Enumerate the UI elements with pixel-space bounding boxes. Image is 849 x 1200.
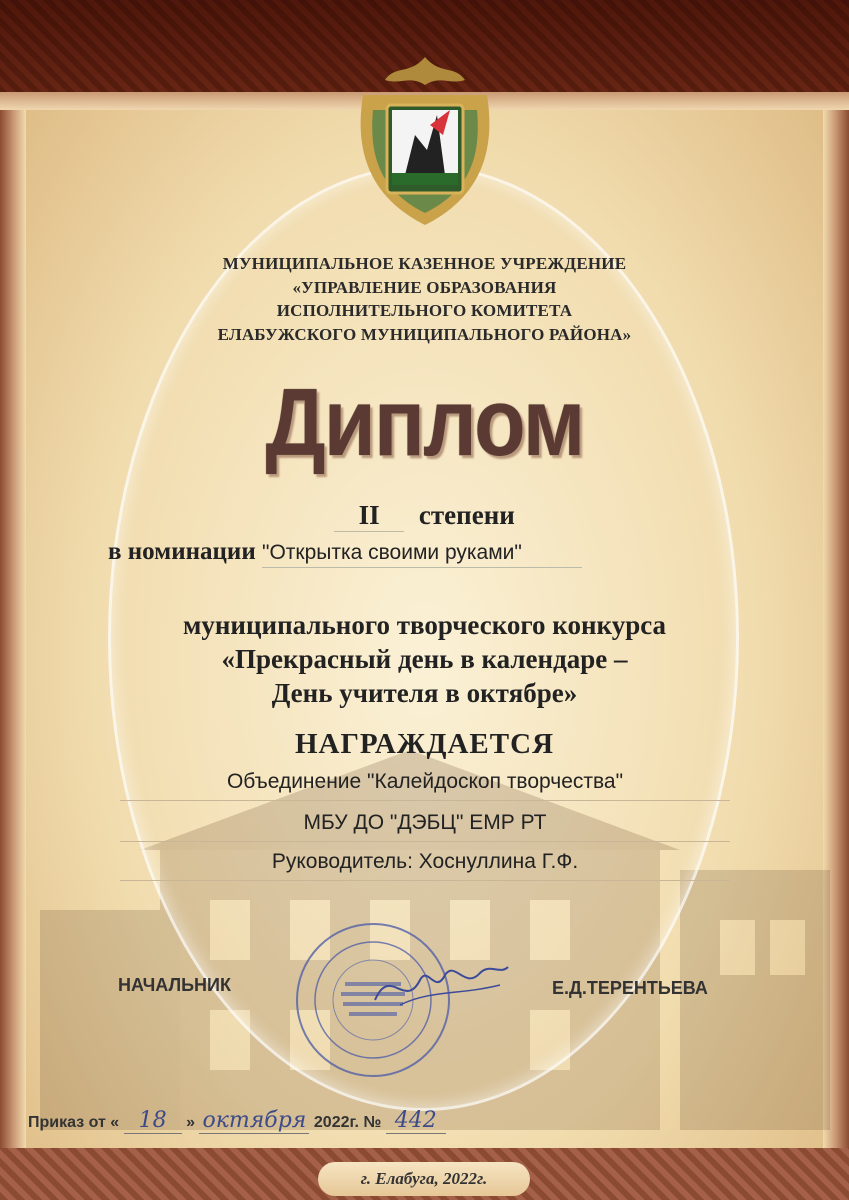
header-line: ЕЛАБУЖСКОГО МУНИЦИПАЛЬНОГО РАЙОНА» — [217, 324, 632, 344]
degree-line — [0, 500, 849, 532]
recipient-leader: Руководитель: Хоснуллина Г.Ф. — [120, 850, 730, 881]
recipient-organization: МБУ ДО "ДЭБЦ" ЕМР РТ — [120, 811, 730, 842]
contest-line: муниципального творческого конкурса — [182, 610, 667, 640]
order-quote: » — [186, 1114, 195, 1131]
contest-line: «Прекрасный день в календаре – — [221, 644, 628, 674]
awarded-heading: НАГРАЖДАЕТСЯ — [294, 728, 555, 760]
signatory-title: НАЧАЛЬНИК — [118, 975, 231, 995]
diploma-title: Диплом — [265, 369, 584, 476]
nomination-label: в номинации — [108, 538, 256, 565]
handwritten-signature — [370, 955, 510, 1015]
degree-label: степени — [418, 500, 515, 530]
degree-roman: II — [334, 500, 404, 532]
order-day: 18 — [124, 1108, 182, 1134]
order-number: 442 — [386, 1108, 446, 1134]
institution-header — [0, 252, 849, 346]
header-line: МУНИЦИПАЛЬНОЕ КАЗЕННОЕ УЧРЕЖДЕНИЕ — [222, 254, 627, 273]
contest-line: День учителя в октябре» — [271, 678, 578, 708]
coat-of-arms-emblem — [355, 55, 495, 230]
nomination-value: "Открытка своими руками" — [262, 541, 582, 568]
order-month: октября — [199, 1108, 309, 1134]
order-line — [28, 1108, 446, 1134]
contest-title — [0, 608, 849, 710]
header-line: «УПРАВЛЕНИЕ ОБРАЗОВАНИЯ — [292, 277, 557, 297]
signatory-name: Е.Д.ТЕРЕНТЬЕВА — [552, 978, 708, 998]
order-year: 2022г. № — [313, 1114, 382, 1131]
recipient-group: Объединение "Калейдоскоп творчества" — [120, 770, 730, 801]
city-year-badge: г. Елабуга, 2022г. — [318, 1162, 530, 1196]
order-prefix: Приказ от « — [28, 1114, 120, 1131]
header-line: ИСПОЛНИТЕЛЬНОГО КОМИТЕТА — [276, 301, 573, 320]
nomination-line — [108, 538, 582, 568]
